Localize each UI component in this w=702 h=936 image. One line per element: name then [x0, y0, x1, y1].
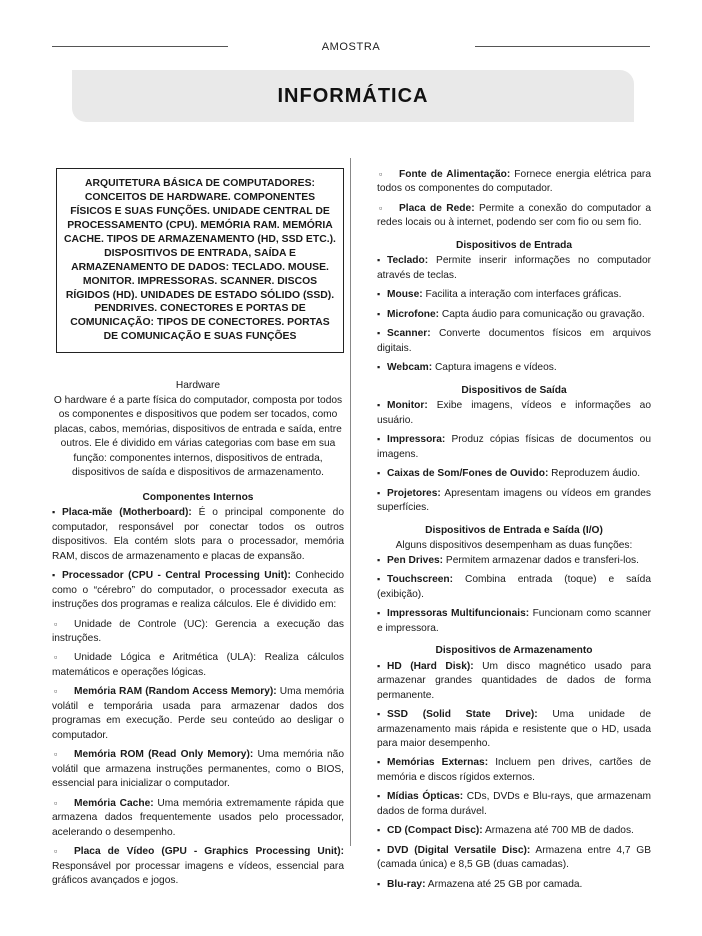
list-item-output	[377, 487, 651, 516]
list-item-gpu	[52, 845, 344, 888]
column-divider	[350, 158, 351, 846]
description: Incluem pen drives, cartões de memória e discos rígidos externos.	[377, 757, 651, 783]
description: Converte documentos físicos em arquivos digitais.	[377, 328, 651, 354]
description: Unidade de Controle (UC): Gerencia a execução das instruções.	[52, 618, 344, 644]
term: Touchscreen:	[387, 574, 454, 586]
term: Processador (CPU - Central Processing Unit):	[62, 570, 291, 582]
list-item-storage	[377, 708, 651, 751]
list-item-output	[377, 433, 651, 462]
subject-banner	[72, 70, 634, 122]
list-item-io	[377, 573, 651, 602]
term: Blu-ray:	[387, 878, 426, 890]
list-item-storage	[377, 660, 651, 703]
term: Mouse:	[387, 289, 423, 301]
term: Caixas de Som/Fones de Ouvido:	[387, 468, 549, 480]
list-item-storage	[377, 790, 651, 819]
term: Memória RAM (Random Access Memory):	[74, 686, 277, 698]
list-item-output	[377, 399, 651, 428]
list-item-ula	[52, 651, 344, 680]
term: HD (Hard Disk):	[387, 660, 474, 672]
term: Monitor:	[387, 400, 428, 412]
description: Facilita a interação com interfaces gráficas.	[422, 289, 622, 301]
list-item-io	[377, 554, 651, 568]
page-title: INFORMÁTICA	[277, 84, 429, 107]
term: Impressoras Multifuncionais:	[387, 608, 530, 620]
term: Teclado:	[387, 255, 429, 267]
list-item-output	[377, 467, 651, 481]
description: Responsável por processar imagens e vídeos, essencial para gráficos avançados e jogos.	[52, 860, 344, 887]
list-item-psu	[377, 168, 651, 197]
list-item-ram	[52, 685, 344, 743]
list-item-uc	[52, 618, 344, 647]
term: Microfone:	[387, 308, 440, 320]
io-title: Dispositivos de Entrada e Saída (I/O)	[425, 524, 603, 536]
description: Reproduzem áudio.	[548, 468, 641, 480]
description: Produz cópias físicas de documentos ou imagens.	[377, 434, 651, 460]
term: Scanner:	[387, 328, 431, 340]
term: Webcam:	[387, 362, 433, 374]
description: Combina entrada (toque) e saída (exibição).	[377, 574, 651, 600]
term: Placa-mãe (Motherboard):	[62, 507, 192, 519]
list-item-rom	[52, 748, 344, 791]
description: Armazena até 25 GB por camada.	[425, 878, 583, 890]
list-item-storage	[377, 824, 651, 838]
term: Placa de Vídeo (GPU - Graphics Processing Unit):	[74, 846, 344, 858]
list-item-storage	[377, 878, 651, 892]
description: Fornece energia elétrica para todos os componentes do computador.	[377, 169, 651, 195]
list-item-input	[377, 254, 651, 283]
description: Permite inserir informações no computador através de teclas.	[377, 255, 651, 281]
list-item-storage	[377, 844, 651, 873]
description: Uma memória extremamente rápida que armazena dados frequentemente usados pelo processador, acelerando o desempenho.	[52, 797, 344, 838]
header-rule-right	[475, 46, 650, 47]
list-item-nic	[377, 202, 651, 231]
list-item-input	[377, 361, 651, 375]
description: Permitem armazenar dados e transferi-los.	[443, 554, 639, 566]
term: Fonte de Alimentação:	[399, 169, 511, 180]
list-item-motherboard	[52, 506, 344, 564]
list-item-input	[377, 327, 651, 356]
term: SSD (Solid State Drive):	[387, 709, 538, 721]
description: Uma unidade de armazenamento mais rápida e resistente que o HD, usada para maior desempenho.	[377, 709, 651, 749]
input-title: Dispositivos de Entrada	[455, 239, 573, 251]
description: Uma memória volátil e temporária usada para armazenar dados dos programas em execução. Perde seu conteúdo ao desligar o computador.	[52, 686, 345, 741]
hardware-text: O hardware é a parte física do computador, composta por todos os componentes e dispositivos que podem ser tocados, como placas, cabos, memórias, dispositivos de entrada e saída, entre outros. Ele é dividido em várias categorias com base em sua função: componentes internos, dispositivos de entrada, dispositivos de saída e dispositivos de armazenamento.	[53, 394, 343, 479]
description: Conhecido como o “cérebro” do computador, o processador executa as instruções dos programas e realiza cálculos. Ele é dividido em:	[52, 570, 344, 611]
description: É o principal componente do computador, responsável por conectar todos os outros dispositivos. Ela contém slots para o processador, memória RAM, discos de armazenamento e placas de expansão.	[52, 507, 344, 562]
description: Armazena entre 4,7 GB (camada única) e 8,5 GB (duas camadas).	[377, 844, 651, 871]
list-item-cpu	[52, 569, 344, 612]
storage-title: Dispositivos de Armazenamento	[435, 645, 593, 657]
term: DVD (Digital Versatile Disc):	[387, 844, 531, 856]
list-item-io	[377, 607, 651, 636]
description: Funcionam como scanner e impressora.	[377, 608, 651, 634]
left-column	[52, 168, 344, 894]
term: Placa de Rede:	[399, 202, 475, 214]
description: Unidade Lógica e Aritmética (ULA): Realiza cálculos matemáticos e operações lógicas.	[52, 652, 344, 678]
internal-title: Componentes Internos	[142, 491, 254, 503]
term: Projetores:	[387, 487, 441, 499]
right-column	[377, 168, 651, 897]
description: Um disco magnético usado para armazenar grandes quantidades de dados de forma permanente.	[377, 660, 651, 701]
term: Pen Drives:	[387, 554, 444, 566]
description: CDs, DVDs e Blu-rays, que armazenam dados de forma durável.	[377, 791, 651, 817]
list-item-cache	[52, 797, 344, 840]
term: Memórias Externas:	[387, 757, 489, 769]
term: Memória Cache:	[74, 797, 154, 809]
description: Uma memória não volátil que armazena instruções permanentes, como o BIOS, essencial para inicializar o computador.	[52, 749, 345, 790]
io-intro: Alguns dispositivos desempenham as duas funções:	[395, 540, 633, 552]
output-title: Dispositivos de Saída	[461, 384, 567, 396]
topics-box: ARQUITETURA BÁSICA DE COMPUTADORES: CONCEITOS DE HARDWARE. COMPONENTES FÍSICOS E SUAS FUNÇÕES. UNIDADE CENTRAL DE PROCESSAMENTO (CPU). MEMÓRIA RAM. MEMÓRIA CACHE. TIPOS DE ARMAZENAMENTO (HD, SSD ETC.). DISPOSITIVOS DE ENTRADA, SAÍDA E ARMAZENAMENTO DE DADOS: TECLADO. MOUSE. MONITOR. IMPRESSORAS. SCANNER. DISCOS RÍGIDOS (HD). UNIDADES DE ESTADO SÓLIDO (SSD). PENDRIVES. CONECTORES E PORTAS DE COMUNICAÇÃO: TIPOS DE CONECTORES. PORTAS DE COMUNICAÇÃO E SUAS FUNÇÕES	[56, 168, 344, 353]
term: Memória ROM (Read Only Memory):	[74, 749, 254, 761]
list-item-input	[377, 288, 651, 302]
term: Mídias Ópticas:	[387, 791, 464, 803]
description: Apresentam imagens ou vídeos em grandes superfícies.	[377, 487, 651, 514]
description: Permite a conexão do computador a redes locais ou à internet, podendo ser com fio ou sem fio.	[377, 202, 651, 229]
description: Captura imagens e vídeos.	[432, 362, 557, 374]
list-item-storage	[377, 756, 651, 785]
description: Capta áudio para comunicação ou gravação.	[439, 308, 645, 320]
description: Exibe imagens, vídeos e informações ao usuário.	[377, 400, 651, 426]
term: Impressora:	[387, 434, 446, 446]
hardware-title: Hardware	[175, 380, 221, 392]
description: Armazena até 700 MB de dados.	[482, 825, 634, 837]
list-item-input	[377, 308, 651, 322]
term: CD (Compact Disc):	[387, 825, 483, 837]
header-label: AMOSTRA	[321, 41, 381, 53]
